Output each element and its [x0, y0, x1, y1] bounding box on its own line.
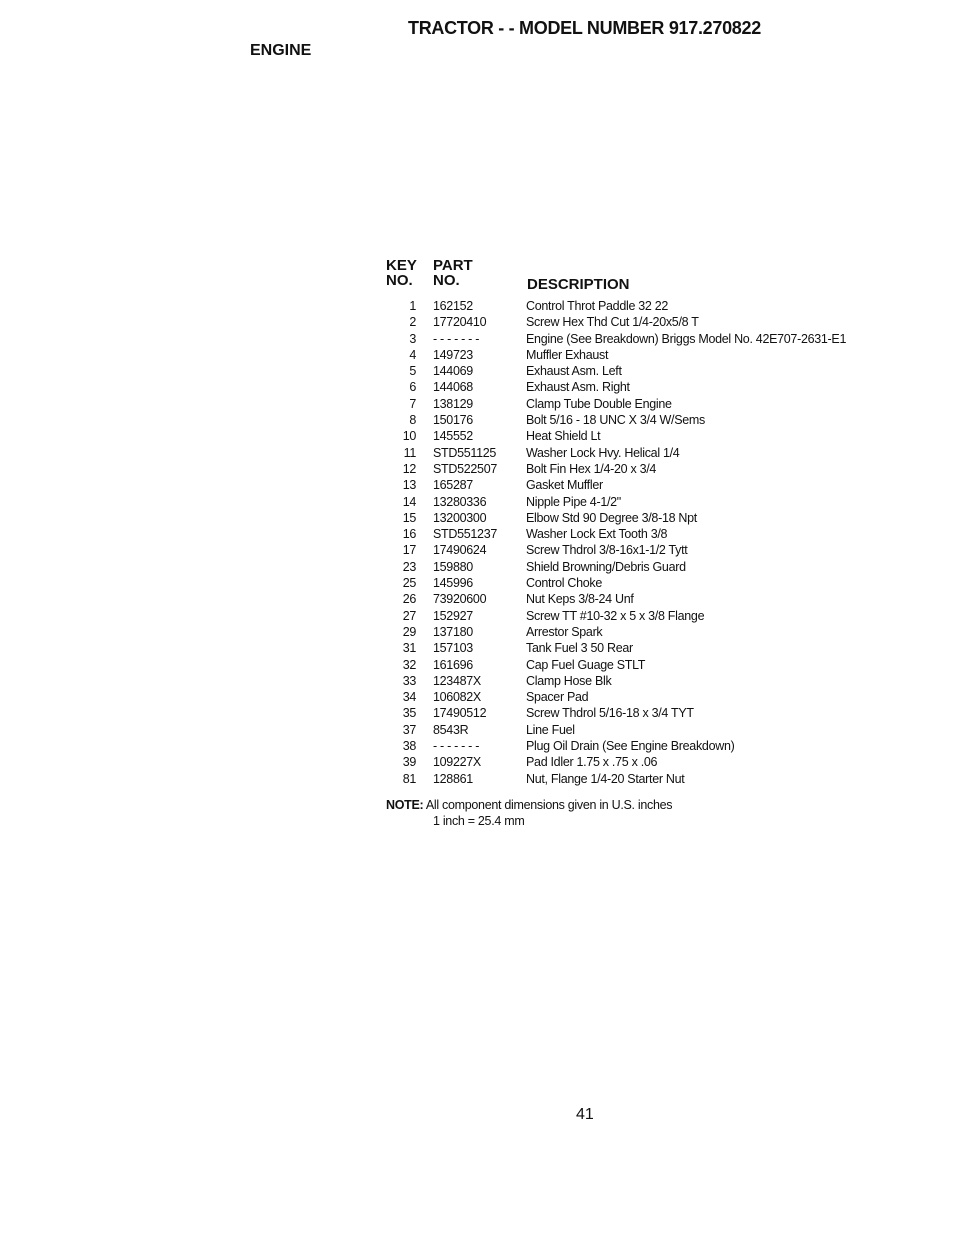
key-number: 10 — [402, 429, 416, 444]
part-number: 73920600 — [433, 592, 487, 607]
table-row — [380, 314, 880, 330]
key-number: 12 — [402, 461, 416, 476]
key-number: 7 — [409, 396, 416, 411]
table-row — [380, 363, 880, 379]
table-row — [380, 298, 880, 314]
part-number: 128861 — [433, 771, 473, 786]
table-row — [380, 445, 880, 461]
table-row — [380, 771, 880, 787]
part-number: 106082X — [433, 690, 481, 705]
part-number: 17490512 — [433, 706, 487, 721]
table-row — [380, 379, 880, 395]
key-number: 31 — [402, 641, 416, 656]
part-description: Bolt Fin Hex 1/4-20 x 3/4 — [526, 461, 657, 476]
part-description: Nut Keps 3/8-24 Unf — [526, 592, 634, 607]
table-row — [380, 754, 880, 770]
table-row — [380, 510, 880, 526]
key-number: 1 — [409, 299, 416, 313]
key-number: 39 — [402, 755, 416, 770]
table-row — [380, 657, 880, 673]
part-number: 145552 — [433, 429, 473, 444]
part-number: 123487X — [433, 673, 481, 688]
part-number: 159880 — [433, 559, 473, 574]
part-description: Screw Thdrol 5/16-18 x 3/4 TYT — [526, 706, 694, 721]
table-row — [380, 542, 880, 558]
part-number: 162152 — [433, 299, 473, 313]
table-row — [380, 575, 880, 591]
key-number: 4 — [409, 347, 416, 362]
table-row — [380, 738, 880, 754]
part-number: 138129 — [433, 396, 473, 411]
part-description: Nut, Flange 1/4-20 Starter Nut — [526, 771, 685, 786]
part-number: 157103 — [433, 641, 473, 656]
key-number: 17 — [402, 543, 416, 558]
key-number: 23 — [402, 559, 416, 574]
table-row — [380, 477, 880, 493]
page-title: TRACTOR - - MODEL NUMBER 917.270822 — [408, 18, 761, 38]
key-header-line1: KEY — [386, 257, 417, 274]
part-description: Muffler Exhaust — [526, 347, 609, 362]
table-row — [380, 494, 880, 510]
part-description: Screw Hex Thd Cut 1/4-20x5/8 T — [526, 315, 699, 330]
part-description: Cap Fuel Guage STLT — [526, 657, 646, 672]
table-row — [380, 412, 880, 428]
key-number: 2 — [409, 315, 416, 330]
table-row — [380, 591, 880, 607]
note — [386, 798, 672, 812]
part-description: Heat Shield Lt — [526, 429, 601, 444]
part-description: Washer Lock Ext Tooth 3/8 — [526, 527, 668, 542]
page-number: 41 — [576, 1106, 594, 1123]
part-description: Exhaust Asm. Left — [526, 364, 622, 379]
key-number: 33 — [402, 673, 416, 688]
key-number: 6 — [409, 380, 416, 395]
table-row — [380, 624, 880, 640]
part-description: Plug Oil Drain (See Engine Breakdown) — [526, 739, 735, 754]
part-description: Arrestor Spark — [526, 624, 603, 639]
part-number: 17720410 — [433, 315, 487, 330]
part-number: 109227X — [433, 755, 481, 770]
part-description: Spacer Pad — [526, 690, 589, 705]
part-description: Screw TT #10-32 x 5 x 3/8 Flange — [526, 608, 705, 623]
key-header-line2: NO. — [386, 272, 413, 289]
key-number: 13 — [402, 478, 416, 493]
table-row — [380, 396, 880, 412]
part-number: 144069 — [433, 364, 473, 379]
table-row — [380, 705, 880, 721]
part-number: 13280336 — [433, 494, 487, 509]
table-row — [380, 689, 880, 705]
part-description: Engine (See Breakdown) Briggs Model No. 42E707-2631-E1 — [526, 331, 847, 346]
part-number: 144068 — [433, 380, 473, 395]
table-row — [380, 461, 880, 477]
key-number: 14 — [402, 494, 416, 509]
description-header: DESCRIPTION — [527, 276, 630, 293]
part-description: Bolt 5/16 - 18 UNC X 3/4 W/Sems — [526, 413, 705, 428]
part-description: Pad Idler 1.75 x .75 x .06 — [526, 755, 658, 770]
part-description: Tank Fuel 3 50 Rear — [526, 641, 633, 656]
table-row — [380, 526, 880, 542]
key-number: 3 — [409, 331, 416, 346]
part-description: Clamp Hose Blk — [526, 673, 612, 688]
note-label: NOTE: — [386, 798, 424, 812]
part-number: 145996 — [433, 576, 473, 591]
part-description: Control Choke — [526, 576, 603, 591]
part-number: 150176 — [433, 413, 473, 428]
part-number: 149723 — [433, 347, 473, 362]
part-header-line1: PART — [433, 257, 473, 274]
note-conversion: 1 inch = 25.4 mm — [433, 814, 525, 828]
key-number: 15 — [402, 510, 416, 525]
part-number: 165287 — [433, 478, 473, 493]
part-description: Clamp Tube Double Engine — [526, 396, 672, 411]
key-number: 32 — [402, 657, 416, 672]
part-number: STD522507 — [433, 461, 498, 476]
key-number: 8 — [409, 413, 416, 428]
key-number: 16 — [402, 527, 416, 542]
table-row — [380, 428, 880, 444]
part-description: Gasket Muffler — [526, 478, 603, 493]
part-description: Washer Lock Hvy. Helical 1/4 — [526, 445, 680, 460]
parts-list — [380, 298, 880, 787]
part-number: 137180 — [433, 624, 473, 639]
part-description: Elbow Std 90 Degree 3/8-18 Npt — [526, 510, 697, 525]
key-number: 27 — [402, 608, 416, 623]
key-number: 38 — [402, 739, 416, 754]
key-number: 25 — [402, 576, 416, 591]
part-description: Screw Thdrol 3/8-16x1-1/2 Tytt — [526, 543, 688, 558]
part-number: 152927 — [433, 608, 473, 623]
table-row — [380, 559, 880, 575]
table-row — [380, 331, 880, 347]
key-number: 34 — [402, 690, 416, 705]
key-number: 26 — [402, 592, 416, 607]
table-row — [380, 673, 880, 689]
note-text: All component dimensions given in U.S. inches — [425, 798, 673, 812]
part-description: Control Throt Paddle 32 22 — [526, 299, 669, 313]
part-header-line2: NO. — [433, 272, 460, 289]
key-number: 11 — [403, 445, 416, 460]
part-number: 13200300 — [433, 510, 487, 525]
table-row — [380, 640, 880, 656]
table-row — [380, 722, 880, 738]
key-number: 29 — [402, 624, 416, 639]
part-number: 8543R — [433, 722, 469, 737]
table-row — [380, 608, 880, 624]
key-number: 81 — [402, 771, 416, 786]
key-number: 37 — [402, 722, 416, 737]
part-number: 161696 — [433, 657, 473, 672]
key-number: 5 — [409, 364, 416, 379]
part-number: - - - - - - - — [433, 331, 480, 346]
part-number: - - - - - - - — [433, 739, 480, 754]
part-number: STD551237 — [433, 527, 498, 542]
table-row — [380, 347, 880, 363]
part-description: Line Fuel — [526, 722, 575, 737]
part-description: Nipple Pipe 4-1/2" — [526, 494, 621, 509]
part-description: Exhaust Asm. Right — [526, 380, 630, 395]
part-number: 17490624 — [433, 543, 487, 558]
key-number: 35 — [402, 706, 416, 721]
part-description: Shield Browning/Debris Guard — [526, 559, 686, 574]
part-number: STD551125 — [433, 445, 497, 460]
section-title: ENGINE — [250, 42, 312, 59]
